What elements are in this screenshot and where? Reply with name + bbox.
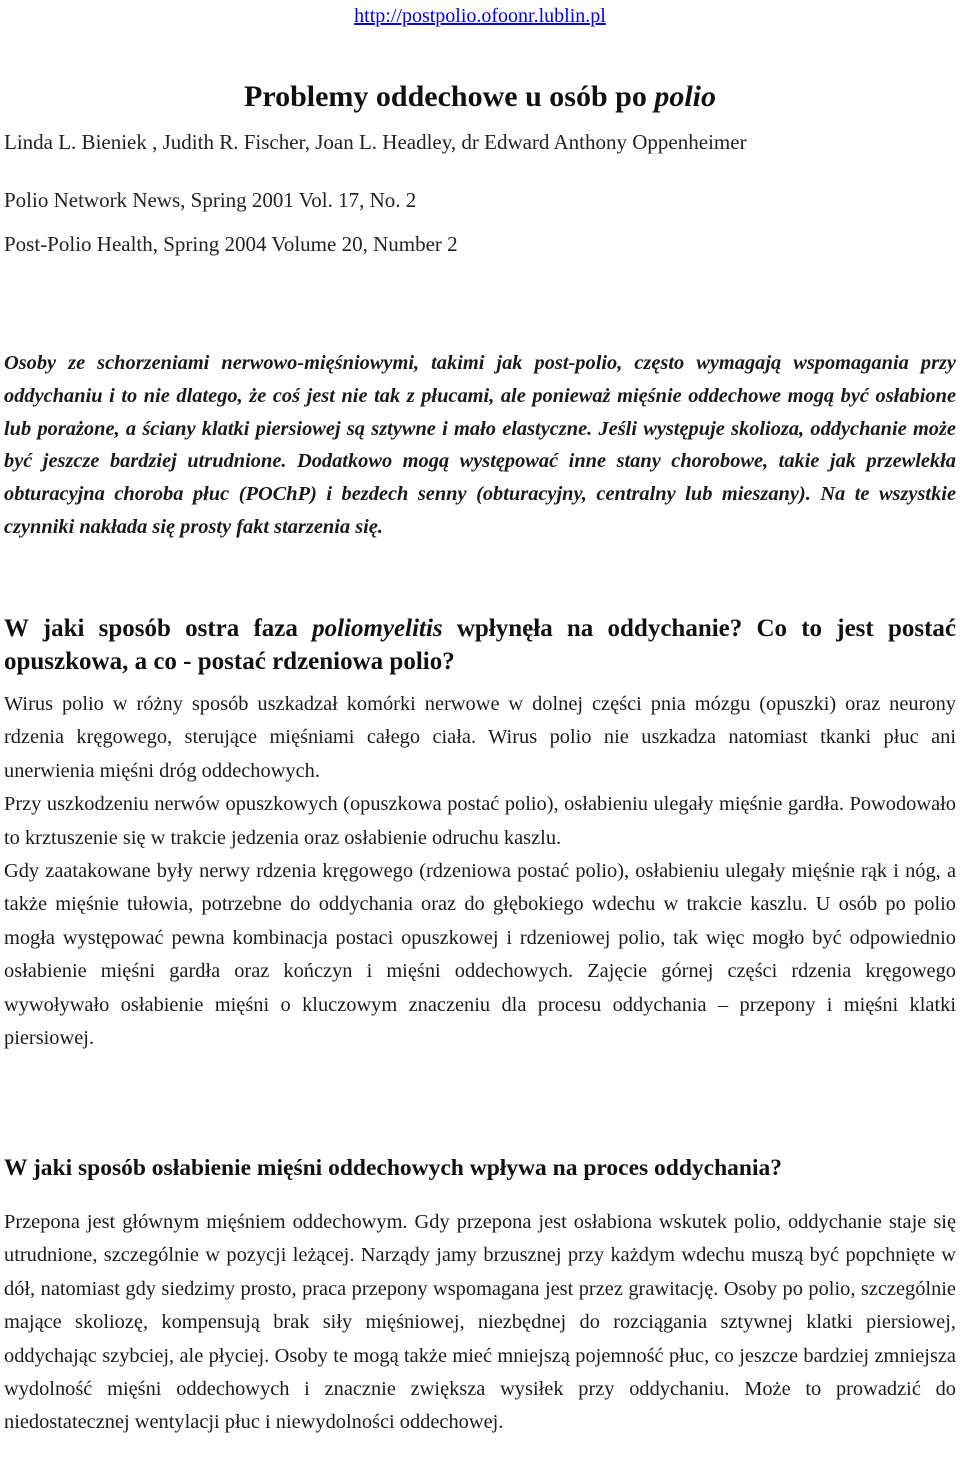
section-1-heading-italic: poliomyelitis (312, 615, 443, 642)
section-2-body (4, 1206, 956, 1440)
section-1-paragraph: Przy uszkodzeniu nerwów opuszkowych (opuszkowa postać polio), osłabieniu ulegały mięśnie gardła. Powodowało to krztuszenie się w trakcie jedzenia oraz osłabienie odruchu kaszlu. (4, 793, 956, 849)
article-authors: Linda L. Bieniek , Judith R. Fischer, Joan L. Headley, dr Edward Anthony Oppenheimer (4, 130, 747, 154)
section-1-heading (4, 612, 956, 678)
article-title-text: Problemy oddechowe u osób po (244, 80, 655, 113)
section-1-paragraph: Wirus polio w różny sposób uszkadzał komórki nerwowe w dolnej części pnia mózgu (opuszki) oraz neurony rdzenia kręgowego, sterujące mięśniami całego ciała. Wirus polio nie uszkadza natomiast tkanki płuc ani unerwienia mięśni dróg oddechowych. (4, 693, 956, 782)
section-1-body (4, 688, 956, 1055)
section-2-paragraph: Przepona jest głównym mięśniem oddechowym. Gdy przepona jest osłabiona wskutek polio, oddychanie staje się utrudnione, szczególnie w pozycji leżącej. Narządy jamy brzusznej przy każdym wdechu muszą być popchnięte w dół, natomiast gdy siedzimy prosto, praca przepony wspomagana jest przez grawitację. Osoby po polio, szczególnie mające skoliozę, kompensują brak siły mięśniowej, niezbędnej do rozciągania sztywnej klatki piersiowej, oddychając szybciej, ale płyciej. Osoby te mogą także mieć mniejszą pojemność płuc, co jeszcze bardziej zmniejsza wydolność mięśni oddechowych i znacznie zwiększa wysiłek przy oddychaniu. Może to prowadzić do niedostatecznej wentylacji płuc i niewydolności oddechowej. (4, 1211, 956, 1434)
section-1-heading-prefix: W jaki sposób ostra faza (4, 615, 313, 642)
section-1-paragraph: Gdy zaatakowane były nerwy rdzenia kręgowego (rdzeniowa postać polio), osłabieniu ulegały mięśnie rąk i nóg, a także mięśnie tułowia, potrzebne do oddychania oraz do głębokiego wdechu w trakcie kaszlu. U osób po polio mogła występować pewna kombinacja postaci opuszkowej i rdzeniowej polio, tak więc mogło być odpowiednio osłabienie mięśni gardła oraz kończyn i mięśni oddechowych. Zajęcie górnej części rdzenia kręgowego wywoływało osłabienie mięśni o kluczowym znaczeniu dla procesu oddychania – przepony i mięśni klatki piersiowej. (4, 860, 956, 1050)
article-title (0, 80, 960, 114)
article-source-1: Polio Network News, Spring 2001 Vol. 17, No. 2 (4, 188, 417, 212)
section-1-heading-suffix: wpłynęła na oddychanie? Co to jest postać opuszkowa, a co - postać rdzeniowa polio? (4, 615, 956, 675)
source-url-link[interactable]: http://postpolio.ofoonr.lublin.pl (354, 5, 606, 27)
article-title-italic: polio (654, 80, 716, 113)
section-2-heading: W jaki sposób osłabienie mięśni oddechowych wpływa na proces oddychania? (4, 1155, 783, 1181)
article-source-2: Post-Polio Health, Spring 2004 Volume 20, Number 2 (4, 232, 458, 256)
article-lead: Osoby ze schorzeniami nerwowo-mięśniowymi, takimi jak post-polio, często wymagają wspomagania przy oddychaniu i to nie dlatego, że coś jest nie tak z płucami, ale ponieważ mięśnie oddechowe mogą być osłabione lub porażone, a ściany klatki piersiowej są sztywne i mało elastyczne. Jeśli występuje skolioza, oddychanie może być jeszcze bardziej utrudnione. Dodatkowo mogą występować inne stany chorobowe, takie jak przewlekła obturacyjna choroba płuc (POChP) i bezdech senny (obturacyjny, centralny lub mieszany). Na te wszystkie czynniki nakłada się prosty fakt starzenia się. (4, 352, 956, 538)
